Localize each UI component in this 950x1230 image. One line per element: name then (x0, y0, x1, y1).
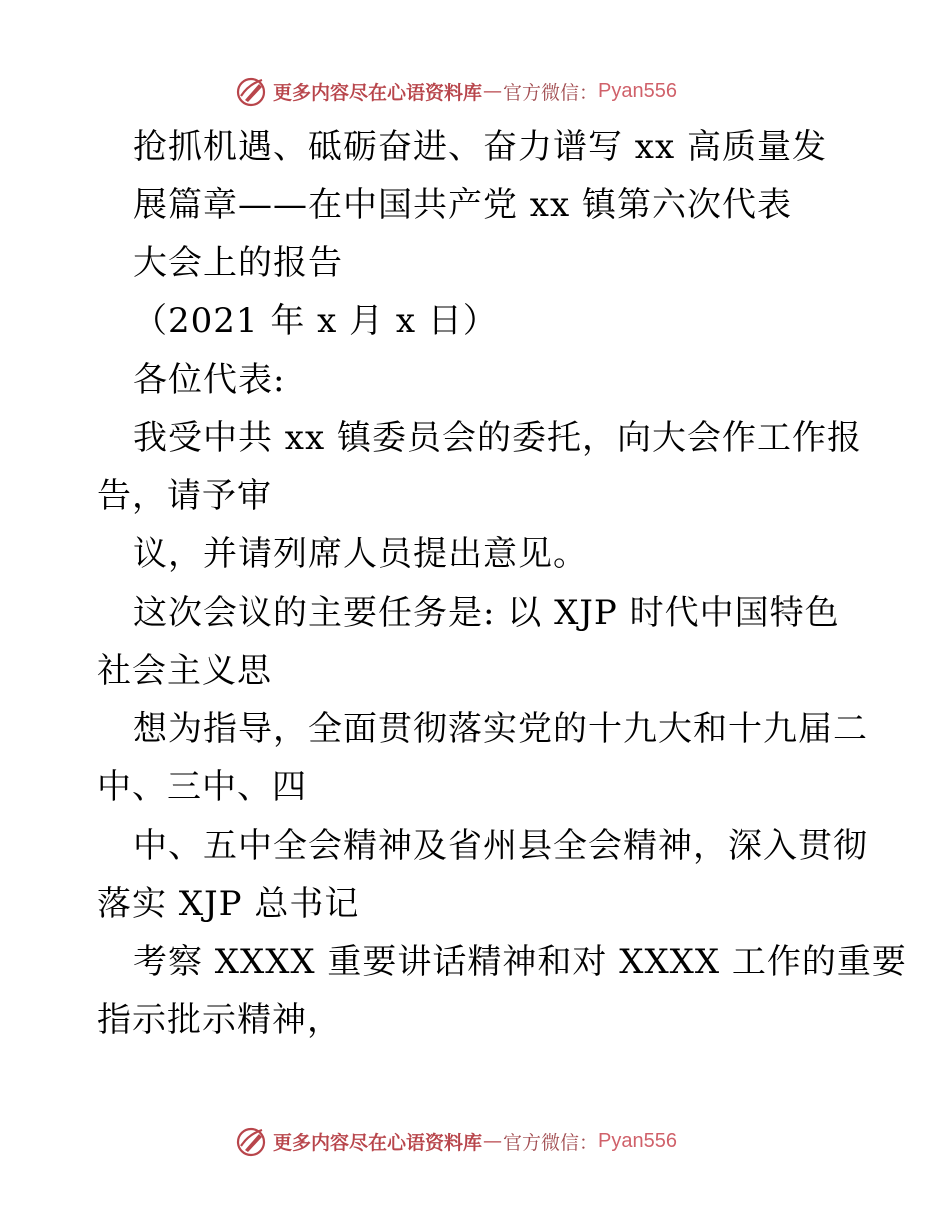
watermark-separator: — (483, 80, 503, 102)
paragraph-line: 这次会议的主要任务是: 以 XJP 时代中国特色 (133, 593, 840, 633)
paragraph-line: 告，请予审 (97, 476, 272, 516)
watermark-footer (235, 1123, 677, 1159)
paragraph-line: 我受中共 xx 镇委员会的委托，向大会作工作报 (133, 418, 862, 458)
paragraph-line: 指示批示精神， (97, 1000, 342, 1040)
pen-logo-icon (235, 1124, 269, 1158)
watermark-account: Pyan556 (598, 79, 677, 102)
paragraph-line: 社会主义思 (97, 651, 272, 691)
pen-logo-icon (235, 74, 269, 108)
watermark-wechat-label: 官方微信： (503, 1131, 599, 1154)
watermark-brand: 更多内容尽在心语资料库 (273, 1131, 483, 1154)
paragraph-line: 中、三中、四 (97, 767, 307, 807)
watermark-brand: 更多内容尽在心语资料库 (273, 81, 483, 104)
title-line-3: 大会上的报告 (133, 243, 343, 283)
title-line-1: 抢抓机遇、砥砺奋进、奋力谱写 xx 高质量发 (133, 127, 827, 167)
salutation: 各位代表: (133, 360, 286, 400)
paragraph-line: 落实 XJP 总书记 (97, 884, 360, 924)
watermark-separator: — (483, 1130, 503, 1152)
watermark-account: Pyan556 (598, 1129, 677, 1152)
date-line: （2021 年 x 月 x 日） (133, 301, 498, 341)
watermark-header (235, 73, 677, 109)
paragraph-line: 考察 XXXX 重要讲话精神和对 XXXX 工作的重要 (133, 942, 907, 982)
paragraph-line: 议，并请列席人员提出意见。 (133, 534, 588, 574)
watermark-wechat-label: 官方微信： (503, 81, 599, 104)
paragraph-line: 想为指导，全面贯彻落实党的十九大和十九届二 (133, 709, 868, 749)
paragraph-line: 中、五中全会精神及省州县全会精神，深入贯彻 (133, 826, 868, 866)
title-line-2: 展篇章——在中国共产党 xx 镇第六次代表 (133, 185, 792, 225)
